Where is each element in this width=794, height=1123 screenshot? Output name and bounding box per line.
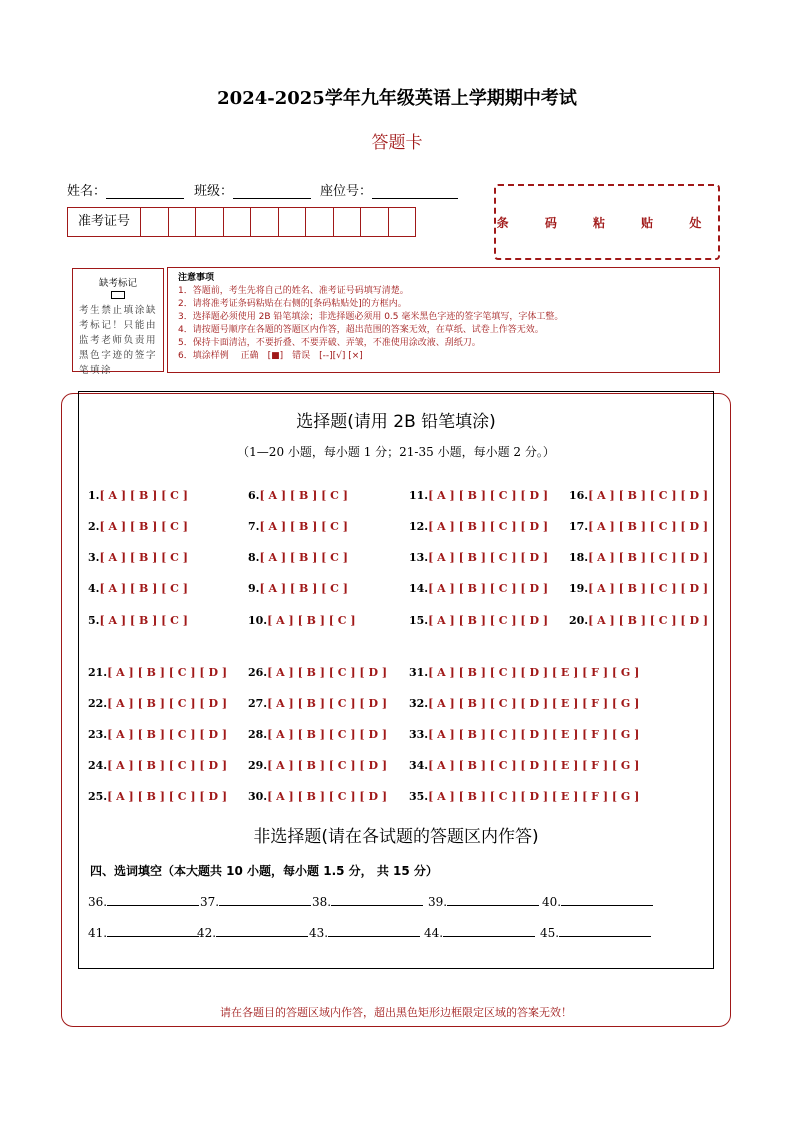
- blank-line[interactable]: [107, 925, 199, 937]
- question-options[interactable]: [ A ] [ B ] [ C ] [ D ] [ E ] [ F ] [ G ]: [428, 759, 640, 772]
- question-number: 35.: [409, 790, 429, 803]
- question-26[interactable]: [248, 666, 387, 679]
- blank-line[interactable]: [219, 894, 311, 906]
- blank-number: 43.: [309, 926, 329, 940]
- name-field[interactable]: [67, 180, 184, 199]
- blank-line[interactable]: [216, 925, 308, 937]
- notes-box: [167, 267, 720, 373]
- question-number: 10.: [248, 614, 268, 627]
- question-number: 6.: [248, 489, 260, 502]
- question-number: 29.: [248, 759, 268, 772]
- question-21[interactable]: [88, 666, 227, 679]
- question-options[interactable]: [ A ] [ B ] [ C ] [ D ]: [588, 582, 709, 595]
- question-options[interactable]: [ A ] [ B ] [ C ]: [99, 520, 188, 533]
- absent-title: 缺考标记: [98, 278, 137, 289]
- blank-line[interactable]: [447, 894, 539, 906]
- question-number: 22.: [88, 697, 108, 710]
- absent-text: 考生禁止填涂缺考标记！只能由监考老师负责用黑色字迹的签字笔填涂: [79, 305, 157, 376]
- question-number: 9.: [248, 582, 260, 595]
- question-number: 15.: [409, 614, 429, 627]
- question-23[interactable]: [88, 728, 227, 741]
- blank-38[interactable]: [312, 894, 423, 909]
- class-label: 班级：: [194, 184, 234, 199]
- question-number: 23.: [88, 728, 108, 741]
- blank-number: 40.: [542, 895, 562, 909]
- question-14[interactable]: [409, 582, 548, 595]
- exam-id-label: 准考证号: [68, 208, 141, 236]
- question-number: 30.: [248, 790, 268, 803]
- nonchoice-title: 非选择题(请在各试题的答题区内作答): [253, 827, 539, 847]
- blank-44[interactable]: [424, 925, 535, 940]
- question-options[interactable]: [ A ] [ B ] [ C ]: [99, 614, 188, 627]
- question-number: 34.: [409, 759, 429, 772]
- question-number: 7.: [248, 520, 260, 533]
- blank-line[interactable]: [443, 925, 535, 937]
- question-options[interactable]: [ A ] [ B ] [ C ]: [99, 489, 188, 502]
- blank-number: 38.: [312, 895, 332, 909]
- question-number: 14.: [409, 582, 429, 595]
- question-29[interactable]: [248, 759, 387, 772]
- question-options[interactable]: [ A ] [ B ] [ C ] [ D ] [ E ] [ F ] [ G ]: [428, 666, 640, 679]
- question-12[interactable]: [409, 520, 548, 533]
- question-17[interactable]: [569, 520, 708, 533]
- question-25[interactable]: [88, 790, 227, 803]
- blank-number: 41.: [88, 926, 108, 940]
- notes-item: 1．答题前，考生先将自己的姓名、准考证号码填写清楚。: [178, 286, 409, 296]
- barcode-area: [494, 184, 720, 260]
- question-27[interactable]: [248, 697, 387, 710]
- question-22[interactable]: [88, 697, 227, 710]
- question-options[interactable]: [ A ] [ B ] [ C ]: [267, 614, 356, 627]
- question-options[interactable]: [ A ] [ B ] [ C ] [ D ]: [588, 489, 709, 502]
- name-label: 姓名：: [67, 184, 107, 199]
- question-13[interactable]: [409, 551, 548, 564]
- question-number: 32.: [409, 697, 429, 710]
- question-20[interactable]: [569, 614, 708, 627]
- question-number: 2.: [88, 520, 100, 533]
- exam-id-cell[interactable]: [389, 208, 416, 236]
- question-options[interactable]: [ A ] [ B ] [ C ]: [259, 582, 348, 595]
- question-options[interactable]: [ A ] [ B ] [ C ] [ D ] [ E ] [ F ] [ G ]: [428, 728, 640, 741]
- question-number: 17.: [569, 520, 589, 533]
- question-options[interactable]: [ A ] [ B ] [ C ] [ D ]: [267, 790, 388, 803]
- question-number: 5.: [88, 614, 100, 627]
- exam-id-cell[interactable]: [361, 208, 389, 236]
- question-options[interactable]: [ A ] [ B ] [ C ] [ D ]: [267, 759, 388, 772]
- blank-37[interactable]: [200, 894, 311, 909]
- question-2[interactable]: [88, 520, 188, 533]
- question-number: 33.: [409, 728, 429, 741]
- blank-number: 42.: [197, 926, 217, 940]
- question-options[interactable]: [ A ] [ B ] [ C ] [ D ]: [107, 728, 228, 741]
- question-number: 18.: [569, 551, 589, 564]
- question-number: 27.: [248, 697, 268, 710]
- footer-note: 请在各题目的答题区域内作答，超出黑色矩形边框限定区域的答案无效！: [220, 1006, 572, 1019]
- question-number: 31.: [409, 666, 429, 679]
- question-28[interactable]: [248, 728, 387, 741]
- absent-mark-box: [72, 268, 164, 376]
- question-options[interactable]: [ A ] [ B ] [ C ] [ D ] [ E ] [ F ] [ G ]: [428, 790, 640, 803]
- blank-line[interactable]: [107, 894, 199, 906]
- question-31[interactable]: [409, 666, 639, 679]
- barcode-label: 条 码 粘 贴 处: [496, 215, 718, 230]
- question-4[interactable]: [88, 582, 188, 595]
- notes-title: 注意事项: [178, 273, 215, 283]
- question-options[interactable]: [ A ] [ B ] [ C ] [ D ]: [107, 759, 228, 772]
- question-options[interactable]: [ A ] [ B ] [ C ] [ D ]: [267, 697, 388, 710]
- question-number: 25.: [88, 790, 108, 803]
- question-15[interactable]: [409, 614, 548, 627]
- question-number: 19.: [569, 582, 589, 595]
- question-number: 21.: [88, 666, 108, 679]
- blank-number: 37.: [200, 895, 220, 909]
- blank-number: 36.: [88, 895, 108, 909]
- question-number: 4.: [88, 582, 100, 595]
- question-1[interactable]: [88, 489, 188, 502]
- class-field[interactable]: [194, 180, 311, 199]
- exam-id-cell[interactable]: [279, 208, 307, 236]
- question-35[interactable]: [409, 790, 639, 803]
- choice-subtitle: （1—20 小题，每小题 1 分；21-35 小题，每小题 2 分。）: [237, 445, 555, 459]
- exam-id-cell[interactable]: [196, 208, 224, 236]
- question-11[interactable]: [409, 489, 548, 502]
- question-8[interactable]: [248, 551, 348, 564]
- notes-item: 6．填涂样例 正确 [■] 错误 [--][√] [×]: [178, 351, 363, 361]
- blank-39[interactable]: [428, 894, 539, 909]
- question-9[interactable]: [248, 582, 348, 595]
- question-options[interactable]: [ A ] [ B ] [ C ] [ D ]: [267, 728, 388, 741]
- question-options[interactable]: [ A ] [ B ] [ C ]: [259, 551, 348, 564]
- exam-id-cell[interactable]: [251, 208, 279, 236]
- blank-45[interactable]: [540, 925, 651, 940]
- exam-id-cell[interactable]: [141, 208, 169, 236]
- question-options[interactable]: [ A ] [ B ] [ C ] [ D ]: [588, 520, 709, 533]
- notes-item: 3．选择题必须使用 2B 铅笔填涂；非选择题必须用 0.5 毫米黑色字迹的签字笔填写，字体工整。: [178, 312, 564, 322]
- exam-id-cell[interactable]: [306, 208, 334, 236]
- blank-line[interactable]: [559, 925, 651, 937]
- blank-line[interactable]: [561, 894, 653, 906]
- absent-checkbox[interactable]: [111, 291, 125, 299]
- question-24[interactable]: [88, 759, 227, 772]
- page-subtitle: 答题卡: [371, 133, 423, 153]
- blank-42[interactable]: [197, 925, 308, 940]
- question-number: 16.: [569, 489, 589, 502]
- question-options[interactable]: [ A ] [ B ] [ C ] [ D ]: [107, 697, 228, 710]
- question-number: 3.: [88, 551, 100, 564]
- question-options[interactable]: [ A ] [ B ] [ C ] [ D ]: [428, 489, 549, 502]
- blank-36[interactable]: [88, 894, 199, 909]
- exam-id-cell[interactable]: [334, 208, 362, 236]
- question-number: 20.: [569, 614, 589, 627]
- question-number: 1.: [88, 489, 100, 502]
- blank-40[interactable]: [542, 894, 653, 909]
- question-number: 11.: [409, 489, 429, 502]
- notes-item: 4．请按题号顺序在各题的答题区内作答，超出范围的答案无效，在草纸、试卷上作答无效。: [178, 325, 544, 335]
- question-6[interactable]: [248, 489, 348, 502]
- question-16[interactable]: [569, 489, 708, 502]
- blank-number: 39.: [428, 895, 448, 909]
- question-options[interactable]: [ A ] [ B ] [ C ] [ D ]: [588, 551, 709, 564]
- question-options[interactable]: [ A ] [ B ] [ C ] [ D ] [ E ] [ F ] [ G ]: [428, 697, 640, 710]
- blank-number: 45.: [540, 926, 560, 940]
- exam-id-cell[interactable]: [169, 208, 197, 236]
- question-options[interactable]: [ A ] [ B ] [ C ] [ D ]: [267, 666, 388, 679]
- question-number: 13.: [409, 551, 429, 564]
- blank-number: 44.: [424, 926, 444, 940]
- page-title: 2024-2025学年九年级英语上学期期中考试: [217, 88, 577, 109]
- blank-43[interactable]: [309, 925, 420, 940]
- exam-id-cell[interactable]: [224, 208, 252, 236]
- question-18[interactable]: [569, 551, 708, 564]
- question-options[interactable]: [ A ] [ B ] [ C ]: [259, 520, 348, 533]
- question-number: 24.: [88, 759, 108, 772]
- question-options[interactable]: [ A ] [ B ] [ C ] [ D ]: [428, 614, 549, 627]
- question-19[interactable]: [569, 582, 708, 595]
- question-30[interactable]: [248, 790, 387, 803]
- question-5[interactable]: [88, 614, 188, 627]
- question-number: 12.: [409, 520, 429, 533]
- question-options[interactable]: [ A ] [ B ] [ C ] [ D ]: [428, 520, 549, 533]
- question-options[interactable]: [ A ] [ B ] [ C ] [ D ]: [428, 551, 549, 564]
- seat-field[interactable]: [320, 180, 458, 199]
- seat-label: 座位号：: [320, 184, 373, 199]
- question-options[interactable]: [ A ] [ B ] [ C ] [ D ]: [588, 614, 709, 627]
- question-options[interactable]: [ A ] [ B ] [ C ]: [99, 551, 188, 564]
- fill-section-title: 四、选词填空（本大题共 10 小题，每小题 1.5 分， 共 15 分）: [90, 864, 438, 878]
- question-options[interactable]: [ A ] [ B ] [ C ] [ D ]: [428, 582, 549, 595]
- question-options[interactable]: [ A ] [ B ] [ C ]: [99, 582, 188, 595]
- question-options[interactable]: [ A ] [ B ] [ C ]: [259, 489, 348, 502]
- question-number: 8.: [248, 551, 260, 564]
- question-10[interactable]: [248, 614, 356, 627]
- question-number: 28.: [248, 728, 268, 741]
- blank-line[interactable]: [331, 894, 423, 906]
- exam-id-grid[interactable]: [67, 207, 416, 237]
- question-33[interactable]: [409, 728, 639, 741]
- question-34[interactable]: [409, 759, 639, 772]
- question-options[interactable]: [ A ] [ B ] [ C ] [ D ]: [107, 666, 228, 679]
- notes-item: 5．保持卡面清洁，不要折叠、不要弄破、弄皱，不准使用涂改液、刮纸刀。: [178, 338, 481, 348]
- question-options[interactable]: [ A ] [ B ] [ C ] [ D ]: [107, 790, 228, 803]
- question-3[interactable]: [88, 551, 188, 564]
- question-number: 26.: [248, 666, 268, 679]
- blank-line[interactable]: [328, 925, 420, 937]
- notes-item: 2．请将准考证条码粘贴在右侧的[条码粘贴处]的方框内。: [178, 299, 407, 309]
- question-32[interactable]: [409, 697, 639, 710]
- choice-title: 选择题(请用 2B 铅笔填涂): [296, 412, 496, 432]
- question-7[interactable]: [248, 520, 348, 533]
- blank-41[interactable]: [88, 925, 199, 940]
- answer-area-inner: [78, 391, 714, 969]
